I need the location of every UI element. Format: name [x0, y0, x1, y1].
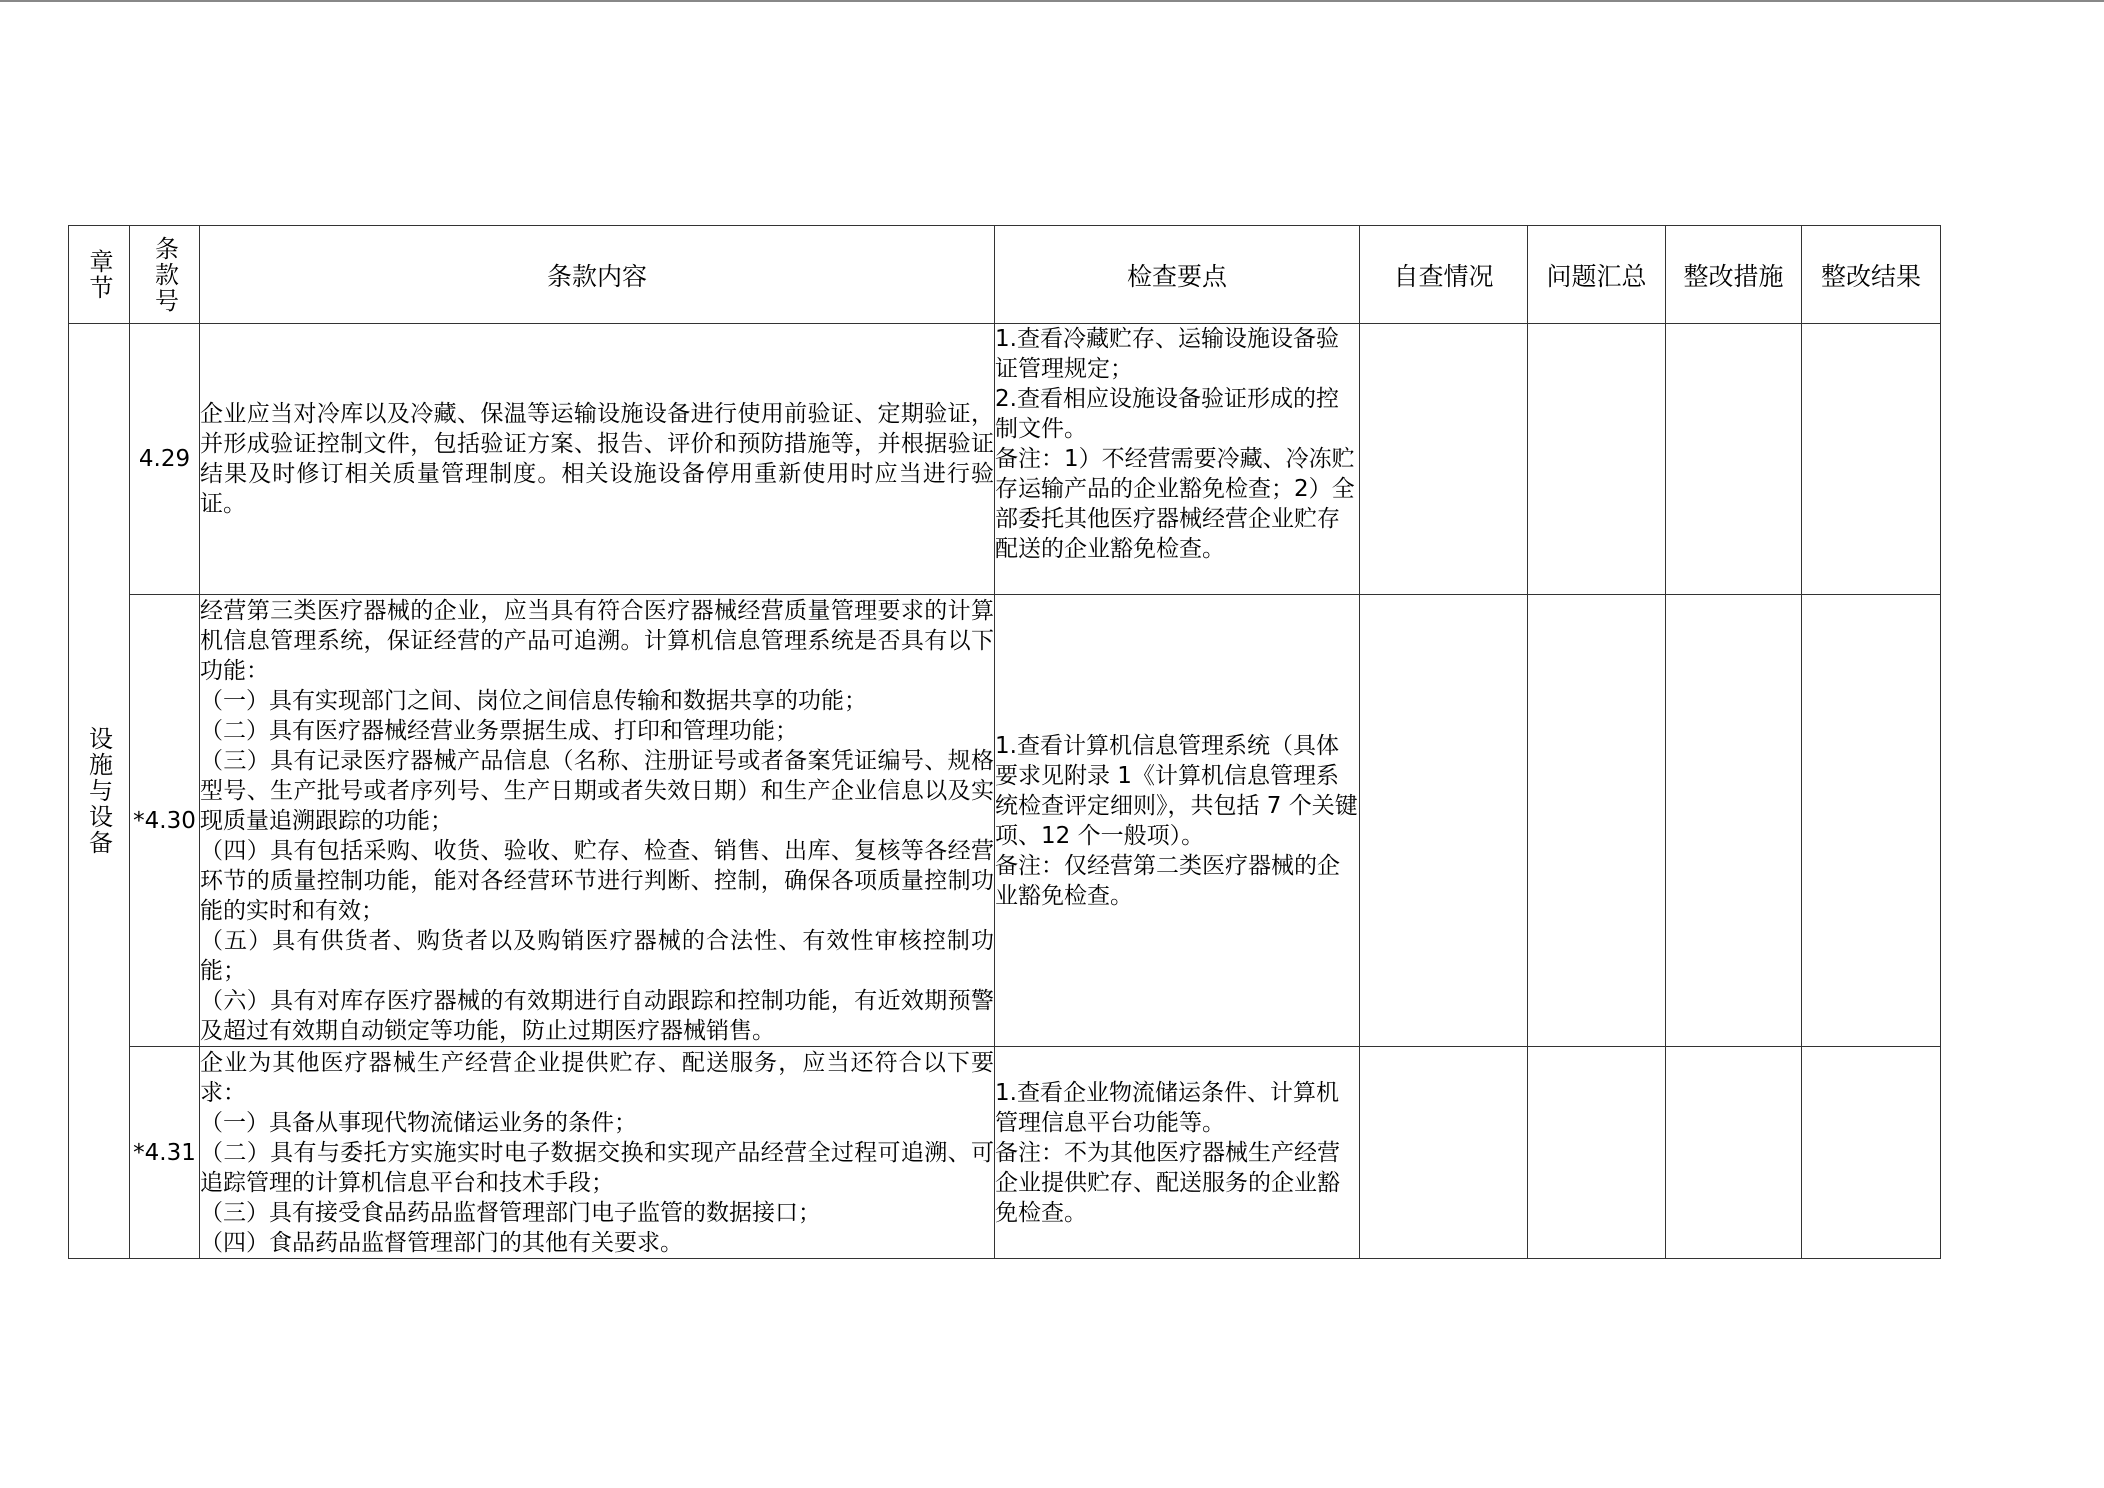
header-chapter [69, 226, 130, 324]
header-content: 条款内容 [200, 226, 995, 324]
clause-content: 企业应当对冷库以及冷藏、保温等运输设施设备进行使用前验证、定期验证，并形成验证控制文件，包括验证方案、报告、评价和预防措施等，并根据验证结果及时修订相关质量管理制度。相关设施设备停用重新使用时应当进行验证。 [200, 324, 995, 595]
header-clause-no [130, 226, 200, 324]
header-measures: 整改措施 [1666, 226, 1802, 324]
clause-content: 经营第三类医疗器械的企业，应当具有符合医疗器械经营质量管理要求的计算机信息管理系统，保证经营的产品可追溯。计算机信息管理系统是否具有以下功能： （一）具有实现部门之间、岗位之间信息传输和数据共享的功能； （二）具有医疗器械经营业务票据生成、打印和管理功能； （三）具有记录医疗器械产品信息（名称、注册证号或者备案凭证编号、规格型号、生产批号或者序列号、生产日期或者失效日期）和生产企业信息以及实现质量追溯跟踪的功能； （四）具有包括采购、收货、验收、贮存、检查、销售、出库、复核等各经营环节的质量控制功能，能对各经营环节进行判断、控制，确保各项质量控制功能的实时和有效； （五）具有供货者、购货者以及购销医疗器械的合法性、有效性审核控制功能； （六）具有对库存医疗器械的有效期进行自动跟踪和控制功能，有近效期预警及超过有效期自动锁定等功能，防止过期医疗器械销售。 [200, 595, 995, 1047]
results-cell[interactable] [1802, 595, 1941, 1047]
inspection-checklist-table [68, 225, 1941, 1259]
issues-cell[interactable] [1528, 1047, 1666, 1259]
header-clause-no-label: 条款号 [150, 235, 179, 314]
check-points: 1.查看冷藏贮存、运输设施设备验证管理规定； 2.查看相应设施设备验证形成的控制文件。 备注：1）不经营需要冷藏、冷冻贮存运输产品的企业豁免检查；2）全部委托其他医疗器械经营企业贮存配送的企业豁免检查。 [995, 324, 1360, 595]
check-points: 1.查看计算机信息管理系统（具体要求见附录 1《计算机信息管理系统检查评定细则》，共包括 7 个关键项、12 个一般项）。 备注：仅经营第二类医疗器械的企业豁免检查。 [995, 595, 1360, 1047]
section-label: 设施与设备 [84, 726, 113, 856]
header-chapter-label: 章节 [85, 248, 113, 301]
issues-cell[interactable] [1528, 595, 1666, 1047]
header-self-check: 自查情况 [1360, 226, 1528, 324]
measures-cell[interactable] [1666, 595, 1802, 1047]
self-check-cell[interactable] [1360, 1047, 1528, 1259]
results-cell[interactable] [1802, 1047, 1941, 1259]
measures-cell[interactable] [1666, 324, 1802, 595]
header-results: 整改结果 [1802, 226, 1941, 324]
table-row [69, 324, 1941, 595]
clause-number: *4.30 [130, 595, 200, 1047]
measures-cell[interactable] [1666, 1047, 1802, 1259]
clause-number: 4.29 [130, 324, 200, 595]
table-row [69, 595, 1941, 1047]
header-issues: 问题汇总 [1528, 226, 1666, 324]
self-check-cell[interactable] [1360, 324, 1528, 595]
issues-cell[interactable] [1528, 324, 1666, 595]
header-row [69, 226, 1941, 324]
page-top-rule [0, 0, 2104, 2]
clause-content: 企业为其他医疗器械生产经营企业提供贮存、配送服务，应当还符合以下要求： （一）具备从事现代物流储运业务的条件； （二）具有与委托方实施实时电子数据交换和实现产品经营全过程可追溯、可追踪管理的计算机信息平台和技术手段； （三）具有接受食品药品监督管理部门电子监管的数据接口； （四）食品药品监督管理部门的其他有关要求。 [200, 1047, 995, 1259]
header-checkpoints: 检查要点 [995, 226, 1360, 324]
clause-number: *4.31 [130, 1047, 200, 1259]
check-points: 1.查看企业物流储运条件、计算机管理信息平台功能等。 备注：不为其他医疗器械生产经营企业提供贮存、配送服务的企业豁免检查。 [995, 1047, 1360, 1259]
self-check-cell[interactable] [1360, 595, 1528, 1047]
section-cell [69, 324, 130, 1259]
results-cell[interactable] [1802, 324, 1941, 595]
table-row [69, 1047, 1941, 1259]
